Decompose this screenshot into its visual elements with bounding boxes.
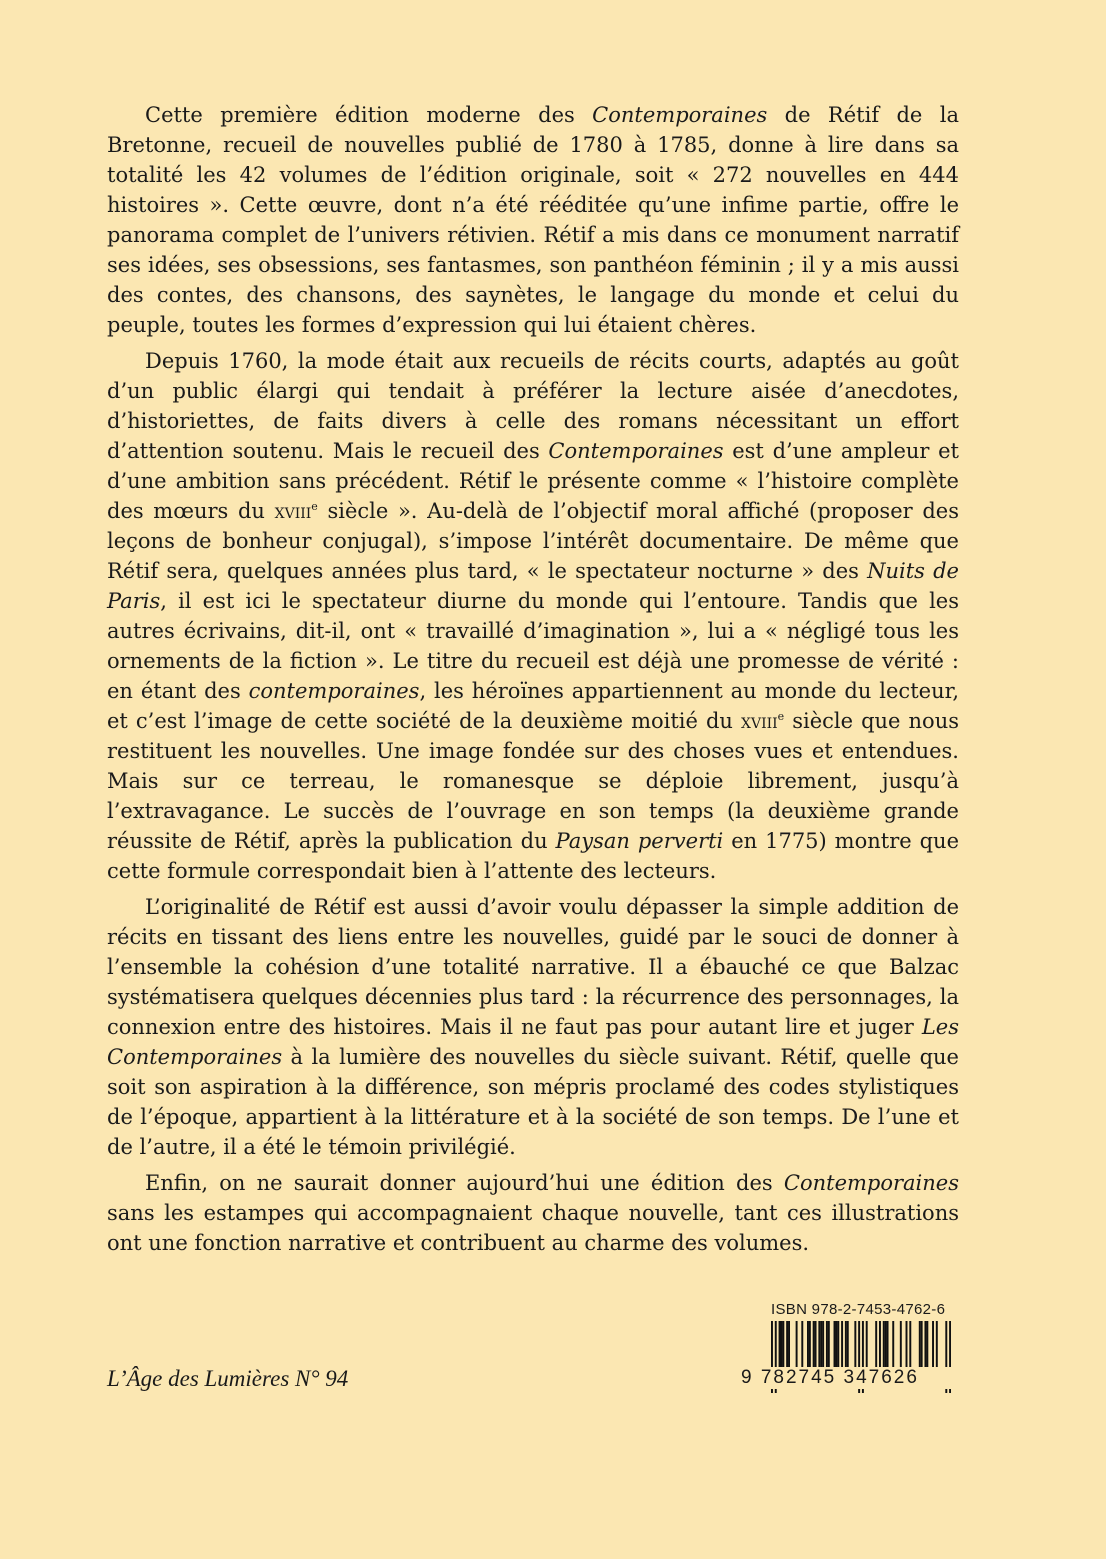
text-run: Cette première édition moderne des [145, 103, 593, 127]
superscript: e [777, 710, 785, 723]
paragraph-2 [107, 346, 959, 886]
series-title: L’Âge des Lumières N° 94 [107, 1366, 349, 1391]
isbn-label: ISBN 978-2-7453-4762-6 [771, 1301, 946, 1318]
paragraph-1 [107, 100, 959, 340]
barcode-digits: 9 782745 347626 [741, 1367, 919, 1388]
text-run: siècle ». Au-delà de l’objectif moral affiché (proposer des leçons de bonheur conjugal), s’impose l’intérêt documentaire. De même que Rétif sera, quelques années plus tard, « le spectateur nocturne » des [107, 499, 959, 583]
italic-title: Paysan perverti [555, 829, 724, 853]
text-run: à la lumière des nouvelles du siècle suivant. Rétif, quelle que soit son aspiration à la différence, son mépris proclamé des codes stylistiques de l’époque, appartient à la littérature et à la société de son temps. De l’une et de l’autre, il a été le témoin privilégié. [107, 1045, 959, 1159]
century-numeral: xviii [274, 499, 312, 523]
text-run: sans les estampes qui accompagnaient chaque nouvelle, tant ces illustrations ont une fonction narrative et contribuent au charme des volumes. [107, 1201, 959, 1255]
back-cover-text [107, 100, 959, 1264]
italic-title: Contemporaines [592, 103, 768, 127]
paragraph-3 [107, 892, 959, 1162]
italic-title: Contemporaines [548, 439, 724, 463]
isbn-barcode [741, 1301, 951, 1403]
italic-title: contemporaines [248, 679, 420, 703]
paragraph-4 [107, 1168, 959, 1258]
century-numeral: xviii [741, 709, 778, 733]
text-run: de Rétif de la Bretonne, recueil de nouvelles publié de 1780 à 1785, donne à lire dans sa totalité les 42 volumes de l’édition originale, soit « 272 nouvelles en 444 histoires ». Cette œuvre, dont n’a été rééditée qu’une infime partie, offre le panorama complet de l’univers rétivien. Rétif a mis dans ce monument narratif ses idées, ses obsessions, ses fantasmes, son panthéon féminin ; il y a mis aussi des contes, des chansons, des saynètes, le langage du monde et celui du peuple, toutes les formes d’expression qui lui étaient chères. [107, 103, 959, 337]
text-run: , les héroïnes appartiennent au monde du lecteur, et c’est l’image de cette société de la deuxième moitié du [107, 679, 959, 733]
italic-title: Les Contemporaines [107, 1015, 959, 1069]
italic-title: Nuits de Paris [107, 559, 959, 613]
text-run: est d’une ampleur et d’une ambition sans précédent. Rétif le présente comme « l’histoire complète des mœurs du [107, 439, 959, 523]
text-run: L’originalité de Rétif est aussi d’avoir voulu dépasser la simple addition de récits en tissant des liens entre les nouvelles, guidé par le souci de donner à l’ensemble la cohésion d’une totalité narrative. Il a ébauché ce que Balzac systématisera quelques décennies plus tard : la récurrence des personnages, la connexion entre des histoires. Mais il ne faut pas pour autant lire et juger [107, 895, 959, 1039]
superscript: e [311, 500, 318, 513]
text-run: Enfin, on ne saurait donner aujourd’hui une édition des [145, 1171, 784, 1195]
text-run: Depuis 1760, la mode était aux recueils de récits courts, adaptés au goût d’un public élargi qui tendait à préférer la lecture aisée d’anecdotes, d’historiettes, de faits divers à celle des romans nécessitant un effort d’attention soutenu. Mais le recueil des [107, 349, 959, 463]
italic-title: Contemporaines [783, 1171, 959, 1195]
text-run: , il est ici le spectateur diurne du monde qui l’entoure. Tandis que les autres écrivains, dit-il, ont « travaillé d’imagination », lui a « négligé tous les ornements de la fiction ». Le titre du recueil est déjà une promesse de vérité : en étant des [107, 589, 959, 703]
text-run: en 1775) montre que cette formule correspondait bien à l’attente des lecteurs. [107, 829, 959, 883]
text-run: siècle que nous restituent les nouvelles. Une image fondée sur des choses vues et entendues. Mais sur ce terreau, le romanesque se déploie librement, jusqu’à l’extravagance. Le succès de l’ouvrage en son temps (la deuxième grande réussite de Rétif, après la publication du [107, 709, 959, 853]
